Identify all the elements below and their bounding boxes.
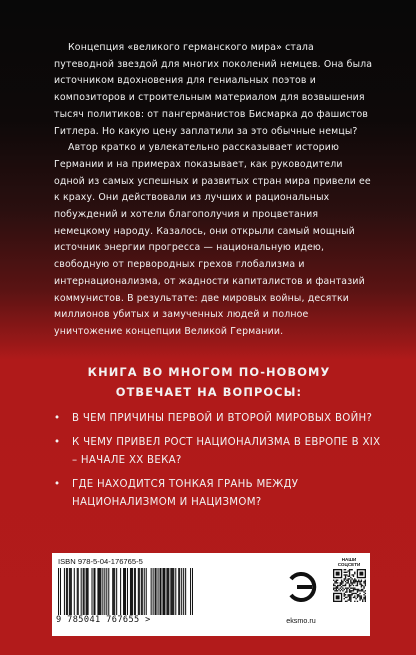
isbn-label: ISBN 978-5-04-176765-5 bbox=[58, 557, 143, 566]
question-text: ГДЕ НАХОДИТСЯ ТОНКАЯ ГРАНЬ МЕЖДУ НАЦИОНАЛИЗМОМ И НАЦИЗМОМ? bbox=[72, 479, 299, 508]
description-paragraph-1: Концепция «великого германского мира» стала путеводной звездой для многих поколений немцев. Она была источником вдохновения для гениальных поэтов и композиторов и строительным материалом для возвышения тысяч политиков: от пангерманистов Бисмарка до фашистов Гитлера. Но какую цену заплатили за это обычные немцы? bbox=[54, 42, 373, 137]
barcode-panel bbox=[52, 553, 370, 636]
list-item bbox=[54, 434, 384, 470]
bullet-icon: • bbox=[54, 479, 61, 490]
question-text: В ЧЕМ ПРИЧИНЫ ПЕРВОЙ И ВТОРОЙ МИРОВЫХ ВОЙН? bbox=[72, 413, 373, 424]
list-item bbox=[54, 476, 384, 512]
description-paragraph-2: Автор кратко и увлекательно рассказывает историю Германии и на примерах показывает, как руководители одной из самых успешных и развитых стран мира привели ее к краху. Они действовали из лучших и рациональных побуждений и хотели благополучия и процветания немецкому народу. Казалось, они открыли самый мощный источник энергии прогресса — национальную идею, свободную от первородных грехов глобализма и интернационализма, от жадности капиталистов и фантазий коммунистов. В результате: две мировых войны, десятки миллионов убитых и замученных людей и полное уничтожение концепции Великой Германии. bbox=[54, 142, 371, 337]
questions-list bbox=[54, 410, 384, 518]
question-text: К ЧЕМУ ПРИВЕЛ РОСТ НАЦИОНАЛИЗМА В ЕВРОПЕ В XIX – НАЧАЛЕ XX ВЕКА? bbox=[72, 437, 381, 466]
publisher-website: eksmo.ru bbox=[286, 616, 316, 625]
questions-heading: КНИГА ВО МНОГОМ ПО-НОВОМУ ОТВЕЧАЕТ НА ВОПРОСЫ: bbox=[87, 365, 331, 399]
eksmo-logo-icon bbox=[285, 561, 319, 613]
back-cover-description bbox=[54, 40, 376, 341]
bullet-icon: • bbox=[54, 437, 61, 448]
qr-caption: НАШИ СОЦСЕТИ bbox=[337, 557, 361, 567]
bullet-icon: • bbox=[54, 413, 61, 424]
barcode-digits: 9 785041 767655 > bbox=[56, 615, 151, 625]
barcode-icon bbox=[58, 568, 193, 615]
list-item bbox=[54, 410, 384, 428]
qr-code-icon bbox=[333, 569, 366, 602]
